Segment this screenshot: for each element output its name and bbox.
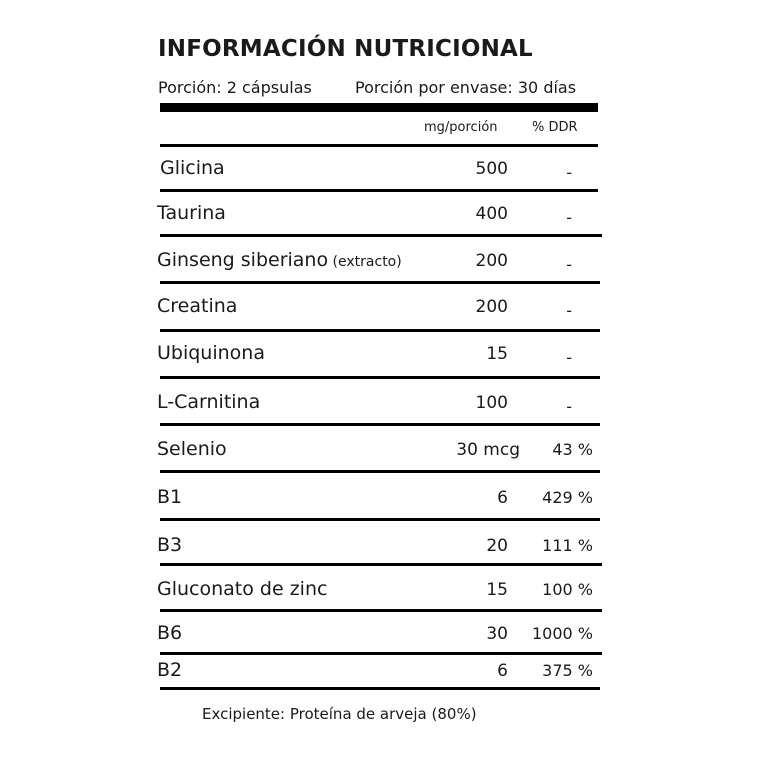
column-header-amount: mg/porción [424,120,498,135]
nutrient-name: B1 [157,486,183,508]
nutrient-amount: 100 [475,393,508,413]
serving-size: Porción: 2 cápsulas [158,78,312,97]
nutrient-ddr: 43 % [552,440,593,459]
nutrient-ddr: 1000 % [531,624,593,643]
row-divider [160,423,600,426]
nutrient-amount: 15 [486,580,508,600]
nutrient-name: Creatina [157,295,238,317]
nutrient-amount: 400 [475,204,508,224]
nutrient-name: Ubiquinona [157,342,265,364]
nutrient-name: Glicina [160,157,225,179]
nutrient-name: Selenio [157,438,227,460]
row-divider [160,518,600,521]
nutrient-amount: 20 [486,536,508,556]
row-divider [160,563,602,566]
header-divider [160,103,598,112]
nutrient-name: B2 [157,659,183,681]
nutrient-amount: 30 mcg [456,440,520,460]
row-divider [160,652,602,655]
nutrient-amount: 200 [475,297,508,317]
nutrient-name: B3 [157,534,183,556]
nutrient-name: B6 [157,622,183,644]
row-divider [160,189,598,192]
nutrient-name: Ginseng siberiano (extracto) [157,249,402,271]
row-divider [160,609,602,612]
nutrient-name: Taurina [157,202,226,224]
nutrient-amount: 200 [475,251,508,271]
nutrient-ddr: 100 % [542,580,593,599]
servings-per-container: Porción por envase: 30 días [355,78,577,97]
nutrient-name: Gluconato de zinc [157,578,328,600]
row-divider [160,329,600,332]
nutrient-ddr: - [566,163,572,182]
excipient-note: Excipiente: Proteína de arveja (80%) [202,705,477,723]
column-header-ddr: % DDR [532,120,578,135]
nutrient-ddr: 429 % [542,488,593,507]
nutrient-amount: 6 [497,661,508,681]
nutrient-amount: 500 [475,159,508,179]
nutrient-amount: 6 [497,488,508,508]
nutrient-ddr: - [566,348,572,367]
nutrient-ddr: 375 % [542,661,593,680]
nutrient-ddr: - [566,255,572,274]
row-divider [160,470,600,473]
row-divider [160,376,600,379]
nutrient-amount: 30 [486,624,508,644]
nutrient-note: (extracto) [328,254,402,270]
nutrient-ddr: 111 % [542,536,593,555]
nutrient-ddr: - [566,301,572,320]
nutrient-amount: 15 [486,344,508,364]
nutrient-name: L-Carnitina [157,391,261,413]
row-divider [160,234,602,237]
nutrient-ddr: - [566,397,572,416]
table-title: INFORMACIÓN NUTRICIONAL [158,36,533,62]
row-divider [160,281,600,284]
nutrient-ddr: - [566,208,572,227]
row-divider [160,687,600,690]
row-divider [160,144,598,147]
